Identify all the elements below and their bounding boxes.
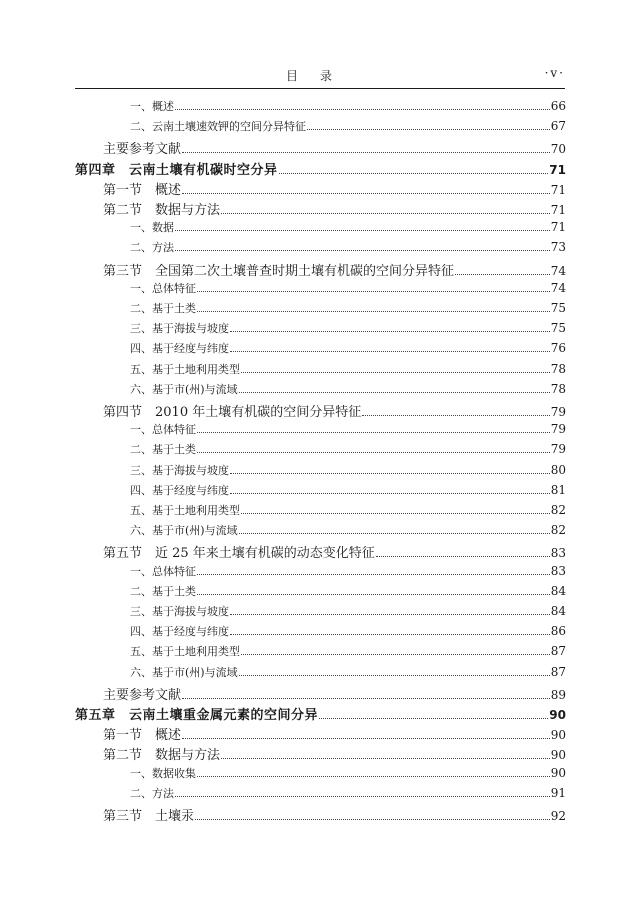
toc-entry-title: 主要参考文献 (103, 687, 182, 703)
toc-entry[interactable] (130, 441, 566, 457)
dot-leader (197, 290, 550, 292)
toc-entry-title: 第五节 近 25 年来土壤有机碳的动态变化特征 (103, 546, 375, 562)
toc-entry[interactable] (75, 704, 566, 723)
toc-entry-page: 70 (550, 142, 566, 157)
toc-entry-page: 89 (550, 687, 566, 702)
toc-entry-page: 86 (550, 624, 566, 639)
toc-entry-title: 第五章 云南土壤重金属元素的空间分异 (75, 708, 319, 723)
toc-entry[interactable] (103, 199, 566, 218)
toc-entry-title: 三、基于海拔与坡度 (130, 322, 229, 336)
dot-leader (230, 492, 550, 494)
toc-entry-page: 81 (550, 482, 566, 497)
toc-entry-title: 二、基于土类 (130, 302, 196, 315)
toc-entry-page: 78 (550, 361, 566, 376)
toc-entry-title: 第一节 概述 (103, 182, 182, 198)
toc-entry-page: 84 (550, 604, 566, 618)
toc-entry[interactable] (103, 684, 566, 703)
toc-entry[interactable] (130, 563, 566, 579)
toc-entry-title: 第三节 全国第二次土壤普查时期土壤有机碳的空间分异特征 (103, 263, 455, 279)
toc-entry-title: 四、基于经度与纬度 (130, 625, 229, 639)
page-number: ·v· (544, 66, 565, 80)
toc-entry-title: 一、数据收集 (130, 766, 196, 780)
dot-leader (241, 512, 550, 514)
toc-entry[interactable] (130, 583, 566, 599)
dot-leader (319, 717, 548, 719)
dot-leader (197, 451, 550, 453)
toc-entry[interactable] (103, 805, 566, 824)
toc-entry-page: 74 (550, 263, 566, 278)
dot-leader (175, 249, 550, 251)
toc-entry[interactable] (130, 280, 566, 296)
toc-entry-page: 83 (550, 563, 566, 578)
toc-entry-title: 六、基于市(州)与流域 (130, 382, 238, 396)
dot-leader (230, 613, 550, 615)
toc-entry-title: 一、概述 (130, 100, 174, 113)
dot-leader (182, 697, 550, 699)
dot-leader (221, 212, 550, 214)
toc-entry-title: 四、基于经度与纬度 (130, 483, 229, 497)
toc-entry-title: 第二节 数据与方法 (103, 203, 221, 218)
toc-entry-page: 87 (550, 644, 566, 659)
dot-leader (230, 472, 550, 474)
toc-entry-title: 一、总体特征 (130, 281, 196, 295)
toc-entry-title: 第二节 数据与方法 (103, 748, 221, 764)
toc-entry-page: 87 (550, 664, 566, 679)
toc-entry-page: 82 (550, 503, 566, 517)
toc-entry-page: 71 (550, 203, 566, 217)
toc-entry-page: 90 (549, 708, 566, 722)
dot-leader (197, 775, 550, 777)
toc-entry-page: 84 (550, 583, 566, 598)
toc-entry-title: 一、总体特征 (130, 564, 196, 578)
dot-leader (175, 795, 550, 797)
toc-entry-page: 91 (550, 785, 566, 800)
dot-leader (239, 391, 550, 393)
toc-entry-title: 二、方法 (130, 241, 174, 255)
toc-entry-page: 92 (550, 809, 566, 823)
dot-leader (239, 532, 550, 534)
toc-entry-page: 75 (550, 321, 566, 336)
toc-entry-page: 80 (550, 462, 566, 477)
toc-entry-page: 78 (550, 381, 566, 396)
dot-leader (175, 229, 550, 231)
toc-entry[interactable] (103, 542, 566, 561)
dot-leader (197, 573, 550, 575)
toc-entry[interactable] (103, 138, 566, 157)
toc-entry-page: 79 (550, 442, 566, 457)
toc-entry-page: 67 (550, 119, 566, 134)
running-title: 目录 (285, 69, 354, 83)
toc-entry[interactable] (130, 765, 566, 781)
toc-entry-page: 76 (550, 341, 566, 356)
toc-entry[interactable] (130, 522, 566, 538)
toc-entry[interactable] (130, 603, 566, 619)
toc-entry[interactable] (130, 623, 566, 639)
dot-leader (376, 555, 550, 557)
toc-entry-page: 79 (550, 422, 566, 437)
toc-entry-page: 90 (550, 765, 566, 780)
toc-entry[interactable] (130, 219, 566, 235)
dot-leader (175, 108, 550, 110)
toc-entry-title: 五、基于土地利用类型 (130, 645, 240, 659)
toc-entry-title: 二、云南土壤速效钾的空间分异特征 (130, 120, 306, 134)
dot-leader (279, 172, 549, 174)
toc-entry-title: 一、数据 (130, 221, 174, 235)
toc-entry[interactable] (130, 421, 566, 437)
toc-entry-page: 82 (550, 523, 566, 538)
toc-entry[interactable] (130, 340, 566, 356)
toc-entry-page: 66 (550, 99, 566, 113)
dot-leader (182, 151, 550, 153)
toc-entry-title: 第一节 概述 (103, 728, 182, 744)
toc-entry[interactable] (103, 260, 566, 279)
toc-entry[interactable] (75, 159, 566, 178)
toc-entry-page: 74 (550, 280, 566, 295)
toc-entry[interactable] (130, 361, 566, 377)
toc-entry-title: 五、基于土地利用类型 (130, 362, 240, 376)
dot-leader (307, 128, 550, 130)
toc-entry-title: 一、总体特征 (130, 423, 196, 437)
toc-entry-title: 第四节 2010 年土壤有机碳的空间分异特征 (103, 405, 362, 420)
toc-entry-title: 三、基于海拔与坡度 (130, 463, 229, 477)
toc-entry-title: 二、基于土类 (130, 584, 196, 598)
toc-entry[interactable] (130, 300, 566, 316)
toc-entry-title: 二、基于土类 (130, 443, 196, 457)
toc-entry[interactable] (130, 98, 566, 114)
toc-entry-title: 二、方法 (130, 786, 174, 800)
dot-leader (239, 674, 550, 676)
toc-entry-page: 79 (550, 405, 566, 419)
toc-entry[interactable] (130, 502, 566, 518)
dot-leader (230, 330, 550, 332)
toc-entry-page: 71 (549, 162, 566, 177)
toc-entry[interactable] (130, 664, 566, 680)
toc-entry-title: 六、基于市(州)与流域 (130, 524, 238, 538)
dot-leader (197, 310, 550, 312)
toc-entry[interactable] (130, 320, 566, 336)
toc-entry-page: 90 (550, 728, 566, 743)
dot-leader (362, 414, 550, 416)
toc-entry[interactable] (130, 118, 566, 134)
toc-entry-page: 75 (550, 301, 566, 315)
toc-entry-page: 83 (550, 546, 566, 561)
toc-entry-title: 三、基于海拔与坡度 (130, 605, 229, 618)
toc-entry[interactable] (130, 462, 566, 478)
dot-leader (455, 273, 550, 275)
dot-leader (230, 350, 550, 352)
toc-entry-title: 六、基于市(州)与流域 (130, 665, 238, 679)
dot-leader (197, 431, 550, 433)
dot-leader (241, 653, 550, 655)
toc-entry-title: 五、基于土地利用类型 (130, 504, 240, 517)
dot-leader (221, 757, 550, 759)
toc-entry-page: 71 (550, 182, 566, 197)
toc-entry-title: 第四章 云南土壤有机碳时空分异 (75, 162, 278, 178)
toc-entry[interactable] (103, 179, 566, 198)
dot-leader (230, 633, 550, 635)
dot-leader (197, 593, 550, 595)
toc-entry-page: 90 (550, 748, 566, 763)
toc-entry[interactable] (130, 239, 566, 255)
toc-entry-page: 71 (550, 220, 566, 235)
toc-entry[interactable] (130, 381, 566, 397)
toc-entry[interactable] (130, 643, 566, 659)
toc-entry-title: 四、基于经度与纬度 (130, 342, 229, 356)
dot-leader (182, 192, 550, 194)
toc-entry[interactable] (130, 482, 566, 498)
toc-entry-page: 73 (550, 240, 566, 255)
toc-entry-title: 主要参考文献 (103, 142, 182, 158)
toc-entry[interactable] (130, 785, 566, 801)
toc-entry[interactable] (103, 744, 566, 763)
dot-leader (182, 737, 550, 739)
page-header (75, 62, 565, 89)
toc-entry[interactable] (103, 401, 566, 420)
toc-entry[interactable] (103, 724, 566, 743)
dot-leader (241, 371, 550, 373)
toc-entry-title: 第三节 土壤汞 (103, 809, 195, 824)
dot-leader (195, 818, 550, 820)
